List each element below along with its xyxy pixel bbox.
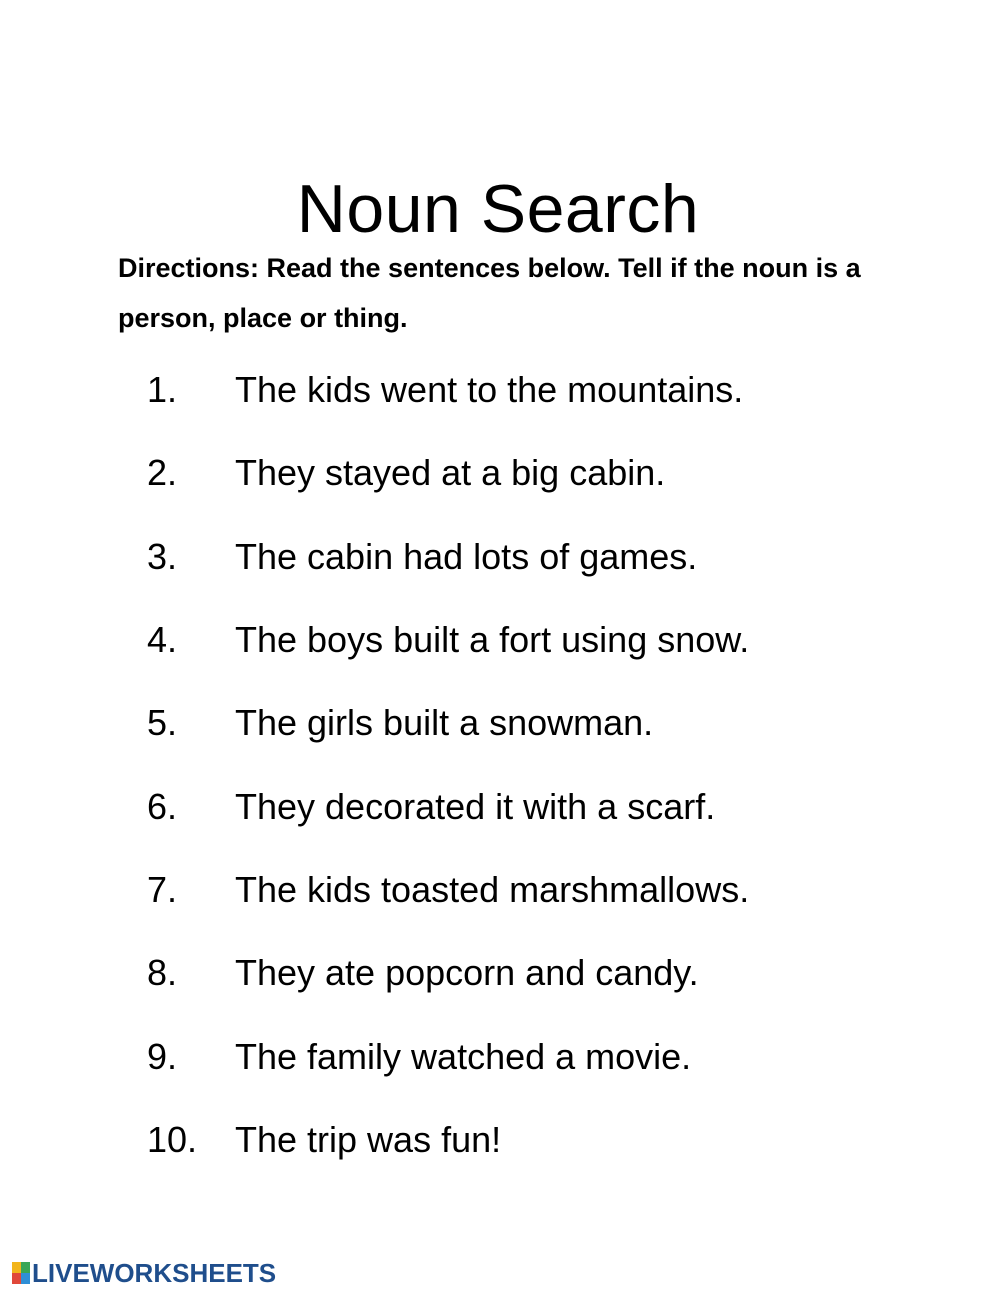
item-sentence: They stayed at a big cabin. <box>235 452 666 493</box>
item-sentence: The kids went to the mountains. <box>235 369 744 410</box>
item-number: 8. <box>147 952 178 993</box>
item-sentence: The boys built a fort using snow. <box>235 619 750 660</box>
liveworksheets-logo-icon <box>12 1262 30 1284</box>
item-number: 1. <box>147 369 178 410</box>
item-number: 3. <box>147 536 178 577</box>
item-number: 4. <box>147 619 178 660</box>
page-title: Noun Search <box>296 170 700 247</box>
item-number: 9. <box>147 1036 178 1077</box>
list-item <box>0 360 1000 420</box>
item-sentence: The trip was fun! <box>235 1119 502 1160</box>
liveworksheets-brand[interactable] <box>12 1258 276 1288</box>
list-item <box>0 943 1000 1003</box>
list-item <box>0 443 1000 503</box>
list-item <box>0 1027 1000 1087</box>
item-number: 7. <box>147 869 178 910</box>
list-item <box>0 693 1000 753</box>
list-item <box>0 527 1000 587</box>
item-number: 10. <box>147 1119 198 1160</box>
list-item <box>0 777 1000 837</box>
item-sentence: They decorated it with a scarf. <box>235 786 716 827</box>
brand-label: LIVEWORKSHEETS <box>32 1257 277 1288</box>
directions-text: Directions: Read the sentences below. Tell if the noun is a person, place or thing. <box>118 253 861 333</box>
item-sentence: The kids toasted marshmallows. <box>235 869 750 910</box>
item-sentence: The family watched a movie. <box>235 1036 692 1077</box>
item-number: 6. <box>147 786 178 827</box>
item-sentence: They ate popcorn and candy. <box>235 952 699 993</box>
list-item <box>0 610 1000 670</box>
item-number: 2. <box>147 452 178 493</box>
list-item <box>0 860 1000 920</box>
item-sentence: The cabin had lots of games. <box>235 536 698 577</box>
list-item <box>0 1110 1000 1170</box>
item-sentence: The girls built a snowman. <box>235 702 654 743</box>
item-number: 5. <box>147 702 178 743</box>
